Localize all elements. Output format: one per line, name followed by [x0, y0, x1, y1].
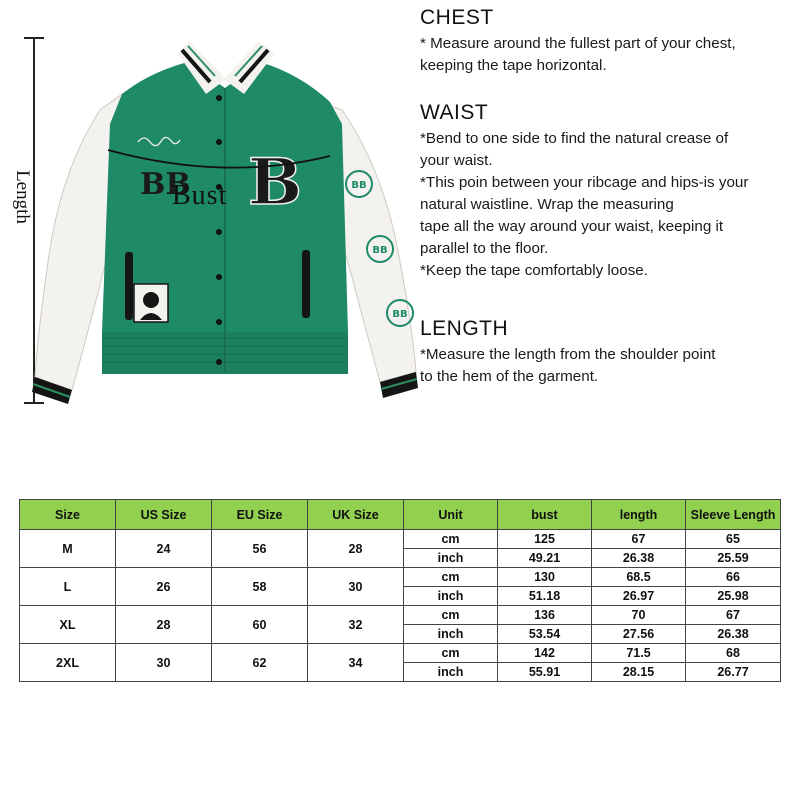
chest-title: CHEST: [420, 6, 494, 29]
waist-line: natural waistline. Wrap the measuring: [420, 196, 674, 213]
waist-line: your waist.: [420, 152, 493, 169]
cell-uk-size: 32: [308, 606, 404, 644]
cell-length: 68.5: [592, 568, 686, 587]
length-label: Length: [12, 170, 33, 224]
cell-sleeve: 25.59: [686, 549, 781, 568]
cell-size: XL: [20, 606, 116, 644]
cell-unit: cm: [404, 644, 498, 663]
cell-unit: inch: [404, 549, 498, 568]
table-row: [20, 568, 781, 587]
cell-bust: 49.21: [498, 549, 592, 568]
waist-line: *Keep the tape comfortably loose.: [420, 262, 648, 279]
cell-bust: 130: [498, 568, 592, 587]
length-line: *Measure the length from the shoulder point: [420, 346, 716, 363]
table-row: [20, 644, 781, 663]
left-pocket: [125, 252, 133, 320]
cell-uk-size: 30: [308, 568, 404, 606]
header-unit: Unit: [404, 500, 498, 530]
cell-bust: 55.91: [498, 663, 592, 682]
cell-size: L: [20, 568, 116, 606]
cell-us-size: 30: [116, 644, 212, 682]
header-bust: bust: [498, 500, 592, 530]
cell-bust: 51.18: [498, 587, 592, 606]
header-uk-size: UK Size: [308, 500, 404, 530]
cell-unit: inch: [404, 625, 498, 644]
cell-length: 26.97: [592, 587, 686, 606]
cell-length: 26.38: [592, 549, 686, 568]
chest-line: * Measure around the fullest part of your chest,: [420, 35, 736, 52]
cell-length: 27.56: [592, 625, 686, 644]
waist-title: WAIST: [420, 101, 489, 124]
waist-section: [420, 101, 748, 282]
cell-bust: 125: [498, 530, 592, 549]
waist-line: tape all the way around your waist, keeping it: [420, 218, 724, 235]
svg-text:BB: BB: [351, 180, 367, 191]
cell-bust: 136: [498, 606, 592, 625]
varsity-jacket-image: [30, 32, 425, 412]
cell-length: 70: [592, 606, 686, 625]
cell-us-size: 24: [116, 530, 212, 568]
cell-sleeve: 67: [686, 606, 781, 625]
bust-label: Bust: [172, 180, 228, 211]
waist-line: *This poin between your ribcage and hips-is your: [420, 174, 749, 191]
cell-unit: inch: [404, 663, 498, 682]
cell-length: 71.5: [592, 644, 686, 663]
length-title: LENGTH: [420, 317, 509, 340]
header-size: Size: [20, 500, 116, 530]
cell-bust: 142: [498, 644, 592, 663]
size-chart-table: [19, 499, 781, 682]
cell-us-size: 26: [116, 568, 212, 606]
cell-length: 28.15: [592, 663, 686, 682]
table-row: [20, 530, 781, 549]
cell-bust: 53.54: [498, 625, 592, 644]
cell-eu-size: 60: [212, 606, 308, 644]
right-pocket: [302, 250, 310, 318]
cell-sleeve: 68: [686, 644, 781, 663]
chest-letter-right: B: [248, 145, 303, 220]
cell-unit: cm: [404, 606, 498, 625]
cell-us-size: 28: [116, 606, 212, 644]
cell-eu-size: 62: [212, 644, 308, 682]
cell-uk-size: 34: [308, 644, 404, 682]
header-eu-size: EU Size: [212, 500, 308, 530]
cell-sleeve: 26.77: [686, 663, 781, 682]
cell-size: M: [20, 530, 116, 568]
svg-text:BB: BB: [372, 245, 388, 256]
waist-line: *Bend to one side to find the natural crease of: [420, 130, 729, 147]
cell-unit: cm: [404, 530, 498, 549]
cell-uk-size: 28: [308, 530, 404, 568]
length-line: to the hem of the garment.: [420, 368, 599, 385]
cell-unit: cm: [404, 568, 498, 587]
svg-text:BB: BB: [392, 309, 408, 320]
chest-section: [420, 6, 736, 77]
cell-length: 67: [592, 530, 686, 549]
chest-letters-left: BB: [140, 167, 191, 202]
cell-sleeve: 65: [686, 530, 781, 549]
waist-line: parallel to the floor.: [420, 240, 549, 257]
cell-sleeve: 25.98: [686, 587, 781, 606]
cell-eu-size: 56: [212, 530, 308, 568]
length-section: [420, 317, 716, 388]
cell-sleeve: 66: [686, 568, 781, 587]
table-header-row: [20, 500, 781, 530]
cell-eu-size: 58: [212, 568, 308, 606]
header-sleeve-length: Sleeve Length: [686, 500, 781, 530]
header-length: length: [592, 500, 686, 530]
table-row: [20, 606, 781, 625]
cell-sleeve: 26.38: [686, 625, 781, 644]
cell-unit: inch: [404, 587, 498, 606]
cell-size: 2XL: [20, 644, 116, 682]
header-us-size: US Size: [116, 500, 212, 530]
chest-line: keeping the tape horizontal.: [420, 57, 607, 74]
